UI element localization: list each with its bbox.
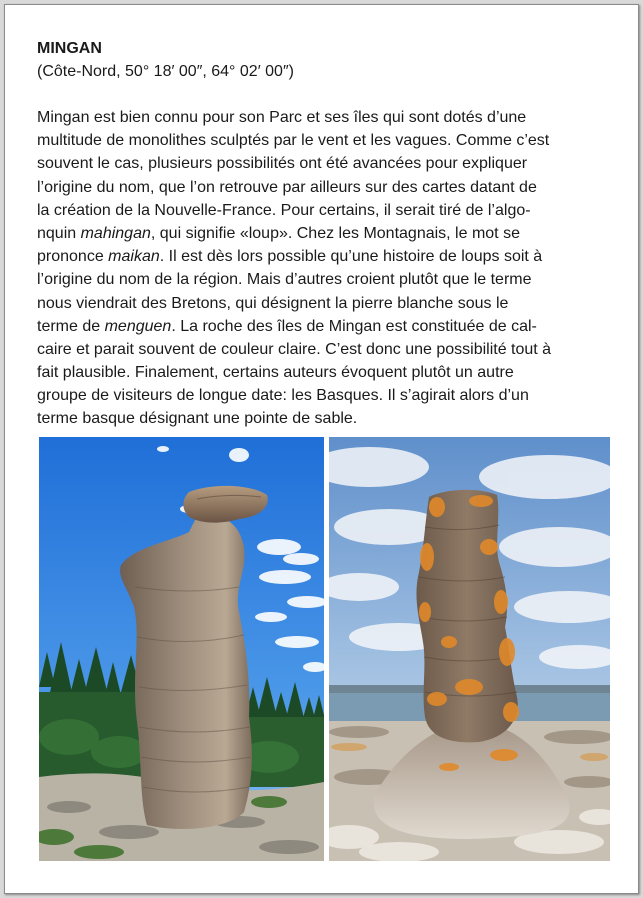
text-segment: nous viendrait des Bretons, qui désignent la pierre blanche sous le bbox=[37, 294, 509, 312]
body-line bbox=[37, 245, 622, 268]
body-line bbox=[37, 152, 622, 175]
body-paragraph bbox=[37, 106, 622, 431]
text-segment: Mingan est bien connu pour son Parc et ses îles qui sont dotés d’une bbox=[37, 109, 527, 126]
body-line bbox=[37, 268, 622, 291]
monolith-photo-forest bbox=[39, 437, 324, 861]
body-line bbox=[37, 106, 622, 129]
page-title: MINGAN bbox=[37, 40, 102, 57]
text-segment: multitude de monolithes sculptés par le vent et les vagues. Comme c’est bbox=[37, 132, 550, 150]
italic-term: maikan bbox=[108, 248, 160, 266]
body-line bbox=[37, 315, 622, 338]
text-segment: nquin bbox=[37, 224, 81, 242]
text-segment: l’origine du nom, que l’on retrouve par ailleurs sur des cartes datant de bbox=[37, 178, 537, 196]
body-line bbox=[37, 176, 622, 199]
body-line bbox=[37, 222, 622, 245]
text-segment: l’origine du nom de la région. Mais d’autres croient plutôt que le terme bbox=[37, 271, 532, 289]
text-segment: souvent le cas, plusieurs possibilités ont été avancées pour expliquer bbox=[37, 155, 528, 173]
body-line bbox=[37, 338, 622, 361]
italic-term: menguen bbox=[104, 317, 172, 335]
text-segment: caire et parait souvent de couleur claire. C’est donc une possibilité tout à bbox=[37, 340, 552, 358]
text-segment: . La roche des îles de Mingan est constituée de cal- bbox=[171, 317, 537, 335]
body-line bbox=[37, 361, 622, 384]
text-segment: terme basque désignant une pointe de sable. bbox=[37, 410, 358, 428]
text-segment: prononce bbox=[37, 248, 109, 266]
italic-term: mahingan bbox=[80, 224, 151, 242]
text-segment: , qui signifie «loup». Chez les Montagnais, le mot se bbox=[150, 224, 520, 242]
body-line bbox=[37, 199, 622, 222]
text-segment: . Il est dès lors possible qu’une histoire de loups soit à bbox=[159, 248, 543, 266]
coordinates-subtitle: (Côte-Nord, 50° 18′ 00″, 64° 02′ 00″) bbox=[37, 63, 294, 80]
text-segment: la création de la Nouvelle-France. Pour certains, il serait tiré de l’algo- bbox=[37, 201, 531, 219]
body-line bbox=[37, 384, 622, 407]
body-line bbox=[37, 129, 622, 152]
text-segment: groupe de visiteurs de longue date: les Basques. Il s’agirait alors d’un bbox=[37, 387, 529, 405]
text-segment: fait plausible. Finalement, certains auteurs évoquent plutôt un autre bbox=[37, 364, 514, 382]
body-line bbox=[37, 292, 622, 315]
document-page bbox=[4, 4, 639, 894]
text-segment: terme de bbox=[37, 317, 105, 335]
monolith-photo-seashore bbox=[329, 437, 610, 861]
body-line bbox=[37, 407, 622, 430]
